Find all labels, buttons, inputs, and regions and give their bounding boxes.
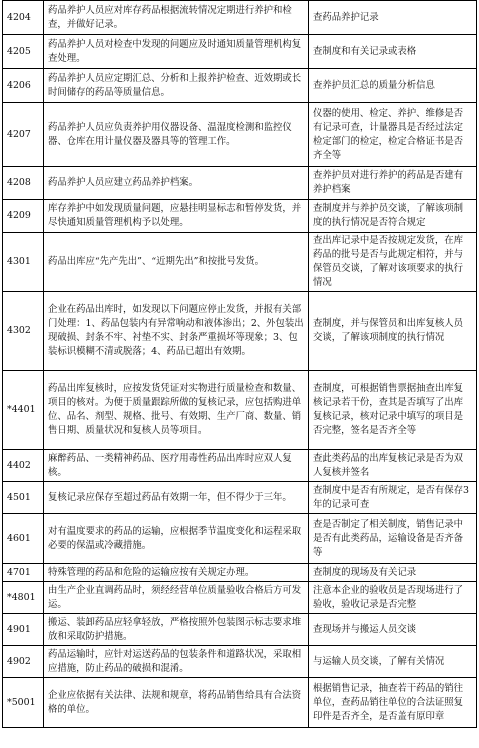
table-row (3, 564, 477, 582)
item-check-method: 仪器的使用、检定、养护、维修是否有记录可查，计量器具是否经过法定检定部门的检定，检定合格证书是否齐全等 (309, 103, 477, 167)
table-row (3, 678, 477, 728)
table-row (3, 614, 477, 646)
item-code: 4601 (3, 514, 44, 564)
item-requirement: 药品养护人员对检查中发现的问题应及时通知质量管理机构复查处理。 (44, 35, 309, 69)
item-check-method: 查制度，可根据销售票据抽查出库复核记录若干份，查其是否填写了出库复核记录，核对记录中填写的项目是否完整，签名是否齐全等 (309, 371, 477, 450)
item-requirement: 搬运、装卸药品应轻拿轻放，严格按照外包装图示标志要求堆放和采取防护措施。 (44, 614, 309, 646)
item-requirement: 企业在药品出库时，如发现以下问题应停止发货，并报有关部门处理：1、药品包装内有异常响动和液体渗出；2、外包装出现破损、封条不牢、衬垫不实、封条严重损坏等现象；3、包装标识模糊不清或脱落；4、药品已超出有效期。 (44, 292, 309, 371)
item-requirement: 药品养护人员应定期汇总、分析和上报养护检查、近效期或长时间储存的药品等质量信息。 (44, 69, 309, 103)
item-requirement: 药品养护人员应对库存药品根据流转情况定期进行养护和检查，并做好记录。 (44, 1, 309, 35)
item-code: 4208 (3, 167, 44, 200)
item-code: 4301 (3, 233, 44, 292)
item-check-method: 查制度，并与保管员和出库复核人员交谈，了解该项制度的执行情况 (309, 292, 477, 371)
item-check-method: 查药品养护记录 (309, 1, 477, 35)
item-check-method: 与运输人员交谈，了解有关情况 (309, 646, 477, 678)
inspection-table (2, 0, 477, 728)
item-requirement: 由生产企业直调药品时，须经经营单位质量验收合格后方可发运。 (44, 582, 309, 614)
table-row (3, 103, 477, 167)
item-code: 4701 (3, 564, 44, 582)
item-code: *5001 (3, 678, 44, 728)
item-code: 4402 (3, 450, 44, 482)
item-code: 4302 (3, 292, 44, 371)
item-check-method: 查养护员汇总的质量分析信息 (309, 69, 477, 103)
table-row (3, 450, 477, 482)
item-code: 4901 (3, 614, 44, 646)
item-requirement: 复核记录应保存至超过药品有效期一年，但不得少于三年。 (44, 482, 309, 514)
item-check-method: 查制度的现场及有关记录 (309, 564, 477, 582)
table-row (3, 1, 477, 35)
table-row (3, 69, 477, 103)
table-row (3, 646, 477, 678)
item-code: 4209 (3, 200, 44, 233)
item-requirement: 企业应依据有关法律、法规和规章，将药品销售给具有合法资格的单位。 (44, 678, 309, 728)
item-requirement: 药品运输时，应针对运送药品的包装条件和道路状况，采取相应措施，防止药品的破损和混淆。 (44, 646, 309, 678)
item-code: *4801 (3, 582, 44, 614)
item-requirement: 药品出库应“先产先出”、“近期先出”和按批号发货。 (44, 233, 309, 292)
table-row (3, 514, 477, 564)
item-code: 4902 (3, 646, 44, 678)
item-check-method: 查现场并与搬运人员交谈 (309, 614, 477, 646)
item-code: 4501 (3, 482, 44, 514)
item-check-method: 查此类药品的出库复核记录是否为双人复核并签名 (309, 450, 477, 482)
item-requirement: 特殊管理的药品和危险的运输应按有关规定办理。 (44, 564, 309, 582)
item-check-method: 查制度并与养护员交谈，了解该项制度的执行情况是否符合规定 (309, 200, 477, 233)
item-code: 4204 (3, 1, 44, 35)
item-code: 4206 (3, 69, 44, 103)
table-row (3, 482, 477, 514)
table-row (3, 292, 477, 371)
item-requirement: 麻醉药品、一类精神药品、医疗用毒性药品出库时应双人复核。 (44, 450, 309, 482)
item-check-method: 查出库记录中是否按规定发货，在库药品的批号是否与此规定相符，并与保管员交谈，了解对该项要求的执行情况 (309, 233, 477, 292)
item-requirement: 药品养护人员应负责养护用仪器设备、温湿度检测和监控仪器、仓库在用计量仪器及器具等的管理工作。 (44, 103, 309, 167)
item-check-method: 根据销售记录，抽查若干药品的销往单位，查药品销往单位的合法证照复印件是否齐全，是否盖有原印章 (309, 678, 477, 728)
item-requirement: 药品出库复核时，应按发货凭证对实物进行质量检查和数量、项目的核对。为便于质量跟踪所做的复核记录，应包括购进单位、品名、剂型、规格、批号、有效期、生产厂商、数量、销售日期、质量状况和复核人员等项目。 (44, 371, 309, 450)
table-row (3, 35, 477, 69)
table-row (3, 582, 477, 614)
table-row (3, 167, 477, 200)
item-check-method: 查养护员对进行养护的药品是否建有养护档案 (309, 167, 477, 200)
item-code: *4401 (3, 371, 44, 450)
item-check-method: 查是否制定了相关制度，销售记录中是否有此类药品，运输设备是否齐备等 (309, 514, 477, 564)
item-check-method: 注意本企业的验收员是否现场进行了验收，验收记录是否完整 (309, 582, 477, 614)
item-requirement: 库存养护中如发现质量问题，应悬挂明显标志和暂停发货，并尽快通知质量管理机构予以处理。 (44, 200, 309, 233)
item-requirement: 对有温度要求的药品的运输，应根据季节温度变化和运程采取必要的保温或冷藏措施。 (44, 514, 309, 564)
item-code: 4205 (3, 35, 44, 69)
item-requirement: 药品养护人员应建立药品养护档案。 (44, 167, 309, 200)
table-row (3, 233, 477, 292)
item-code: 4207 (3, 103, 44, 167)
item-check-method: 查制度和有关记录或表格 (309, 35, 477, 69)
table-row (3, 371, 477, 450)
item-check-method: 查制度中是否有所规定，是否有保存3年的记录可查 (309, 482, 477, 514)
table-row (3, 200, 477, 233)
